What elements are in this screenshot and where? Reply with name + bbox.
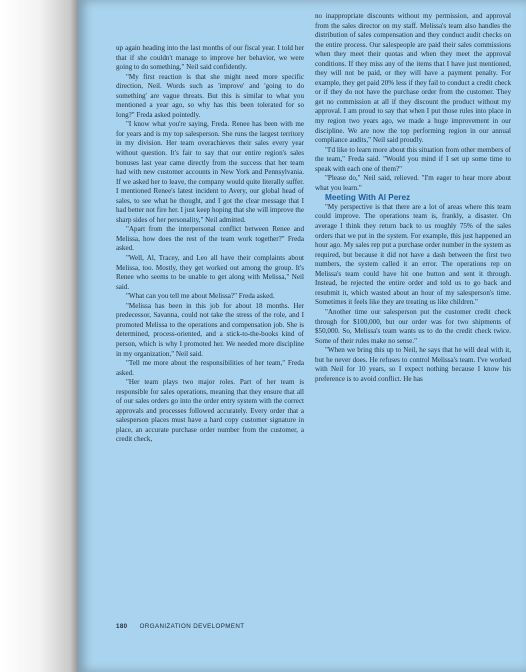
paragraph: "Tell me more about the responsibilities of her team," Freda asked. [116,359,304,377]
right-column [315,12,511,384]
paragraph: up again heading into the last months of our fiscal year. I told her that if she couldn't manage to improve her behavior, we were going to do something," Neil said confidently. [116,44,304,72]
paragraph: no inappropriate discounts without my permission, and approval from the sales director on my staff. Melissa's team also handles the distribution of sales compensation and they conduct audit checks on the entire process. Our salespeople are paid their sales commissions when they meet their quotas and when they meet the approval conditions. If they miss any of the items that I have just mentioned, they will not be paid, or they will have a payment penalty. For example, they get paid 20% less if they fail to conduct a credit check or if they do not have the purchase order from the customer. They get no commission at all if they discount the product without my approval. I am proud to say that when I put those rules into place in my region two years ago, we made a huge improvement in our discipline. We are now the top performing region in our annual compliance audits," Neil said proudly. [315,12,511,145]
paragraph: "Well, Al, Tracey, and Leo all have their complaints about Melissa, too. Mostly, they get worked out among the group. It's Renee who seems to be unable to get along with Melissa," Neil said. [116,254,304,291]
scan-edge-shadow [0,0,80,672]
paragraph: "I'd like to learn more about this situation from other members of the team," Freda said. "Would you mind if I set up some time to speak with each one of them?" [315,145,511,173]
paragraph: "I know what you're saying, Freda. Renee has been with me for years and is my top salesperson. She runs the largest territory in my division. Her team overachieves their sales every year without question. It's fair to say that our entire region's sales bonuses last year came directly from the success that her team had with new customer accounts in New York and Pennsylvania. If we asked her to leave, the company would quite literally suffer. I mentioned Renee's latest incident to Avery, our global head of sales, to see what he thought, and I got the clear message that I had better not fire her. I just keep hoping that she will improve the sharp sides of her personality," Neil admitted. [116,120,304,224]
section-heading: Meeting With Al Perez [325,193,411,203]
paragraph: "Her team plays two major roles. Part of her team is responsible for sales operations, meaning that they ensure that all of our sales orders go into the order entry system with the correct approvals and processes followed accurately. Every order that a salesperson places must have a hard copy customer signature in place, an accurate purchase order number from the customer, a credit check, [116,378,304,444]
paragraph: "Please do," Neil said, relieved. "I'm eager to hear more about what you learn." [315,174,511,192]
running-title: ORGANIZATION DEVELOPMENT [139,623,245,630]
paragraph: "Melissa has been in this job for about 18 months. Her predecessor, Savanna, could not take the stress of the role, and I promoted Melissa to the operations and compensation job. She is determined, process-oriented, and a stick-to-the-books kind of person, which is why I promoted her. We needed more discipline in my organization," Neil said. [116,301,304,358]
paragraph: "Apart from the interpersonal conflict between Renee and Melissa, how does the rest of the team work together?" Freda asked. [116,225,304,253]
paragraph: "My first reaction is that she might need more specific direction, Neil. Words such as 'improve' and 'going to do something' are vague threats. But this is similar to what you mentioned a year ago, so why has this been tolerated for so long?" Freda asked pointedly. [116,72,304,119]
left-column [116,44,304,445]
paragraph: "When we bring this up to Neil, he says that he will deal with it, but he never does. He refuses to control Melissa's team. I've worked with Neil for 10 years, so I expect nothing because I know his preference is to avoid conflict. He has [315,346,511,383]
paragraph: "My perspective is that there are a lot of areas where this team could improve. The operations team is, frankly, a disaster. On average I think they return back to us roughly 75% of the sales orders that we put in the system. For example, this just happened an hour ago. My sales rep put a purchase order number in the system as required, but because it did not have a dash between the first two numbers, the system called it an error. The operations rep on Melissa's team could have hit one button and sent it through. Instead, he rejected the entire order and told us to go back and resubmit it, which wasted about an hour of my salesperson's time. Sometimes it feels like they are treating us like children." [315,202,511,307]
paragraph: "What can you tell me about Melissa?" Freda asked. [126,292,275,301]
page-number: 180 [116,623,128,630]
page-footer [116,623,244,630]
paragraph: "Another time our salesperson put the customer credit check through for $100,000, but our order was for two shipments of $50,000. So, Melissa's team wants us to do the credit check twice. Some of their rules make no sense." [315,307,511,345]
book-page [78,0,526,672]
